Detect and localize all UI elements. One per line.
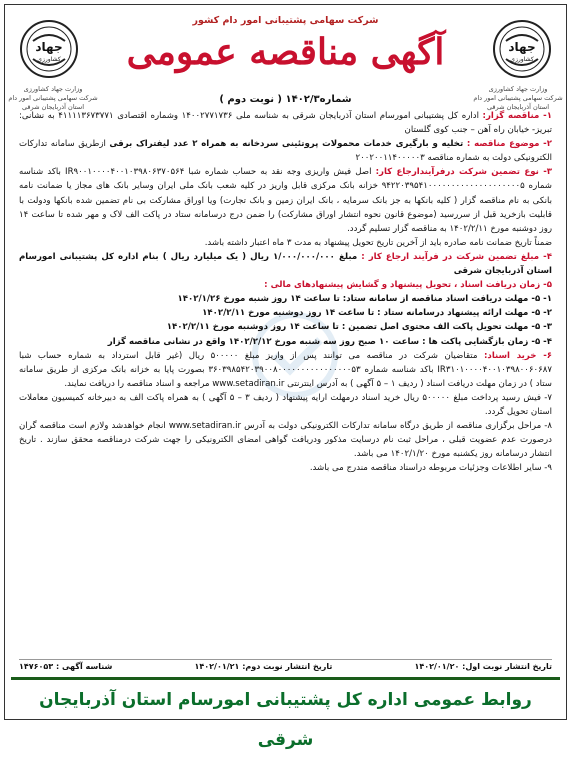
second-publication-date: تاریخ انتشار نوبت دوم: ۱۴۰۲/۰۱/۲۱ — [194, 662, 333, 671]
logo-sub: کشاورزی — [510, 56, 534, 63]
public-relations-footer: روابط عمومی اداره کل پشتیبانی امورسام استان آذربایجان شرقی — [11, 677, 560, 720]
tender-body — [19, 109, 552, 475]
section-5-4: ۴- ۵- زمان بازگشایی پاکت ها : ساعت ۱۰ صبح روز سه شنبه مورخ ۱۴۰۲/۲/۱۲ واقع در نشانی مناقصه گزار — [107, 336, 552, 347]
advertisement-page — [4, 4, 567, 750]
ad-id: شناسه آگهی : ۱۴۷۶۰۵۳ — [19, 662, 113, 671]
section-6: ۶- خرید اسناد: متقاضیان شرکت در مناقصه می توانند پس از واریز مبلغ ۵۰۰۰۰۰ ریال (غیر قابل استرداد به شماره حساب شبا IR۳۱۰۱۰۰۰۰۴۰۰۱۰۳۹۸۰۰۶۰۶۸۷ باکد شناسه شماره ۳۶۰۳۹۸۵۴۲۰۳۹۰۰۸۰۰۰۰۰۰۰۰۰۰۰۰۰۰۰۰۵۳ بصورت پایا به خزانه بانک مرکزی از طریق سامانه ستاد ) در زمان مهلت دریافت اسناد ( ردیف ۱ – ۵ آگهی ) به آدرس اینترنتی www.setadiran.ir مراجعه و اسناد مناقصه را دریافت نمایند. — [19, 350, 553, 389]
publication-dates — [19, 659, 552, 678]
tender-number: شماره۱۴۰۲/۳ ( نوبت دوم ) — [219, 94, 352, 105]
section-5-1: ۱- ۵- مهلت دریافت اسناد مناقصه از سامانه ستاد: تا ساعت ۱۴ روز شنبه مورخ ۱۴۰۲/۱/۲۶ — [177, 294, 552, 305]
first-publication-date: تاریخ انتشار نوبت اول: ۱۴۰۲/۰۱/۲۰ — [414, 662, 552, 671]
section-4: ۴- مبلغ تضمین شرکت در فرآیند ارجاع کار : مبلغ ۱/۰۰۰/۰۰۰/۰۰۰ ریال ( یک میلیارد ریال ) بنام اداره کل پشتیبانی امورسام استان آذربایجان شرقی — [19, 251, 552, 277]
logo-caption-left: وزارت جهاد کشاورزی شرکت سهامی پشتیبانی امور دام استان آذربایجان شرقی — [8, 85, 98, 111]
company-name: شرکت سهامی پشتیبانی امور دام کشور — [192, 15, 379, 26]
section-7: ۷- فیش رسید پرداخت مبلغ ۵۰۰۰۰۰ ریال خرید اسناد درمهلت ارایه پیشنهاد ( ردیف ۳ – ۵ آگهی ) به همراه پاکت الف به دبیرخانه کمیسیون معاملات استان تحویل گردد. — [19, 392, 553, 417]
section-5: ۵- زمان دریافت اسناد ، تحویل پیشنهاد و گشایش پیشنهادهای مالی : — [264, 280, 552, 291]
logo-word: جهاد — [508, 40, 536, 54]
section-5-3: ۳- ۵- مهلت تحویل پاکت الف محتوی اصل تضمین : تا ساعت ۱۴ روز دوشنبه مورخ ۱۴۰۲/۲/۱۱ — [166, 322, 552, 333]
section-1: ۱- مناقصه گزار: اداره کل پشتیبانی امورسام استان آذربایجان شرقی به شناسه ملی ۱۴۰۰۲۷۷۱۷۳۶ وشماره اقتصادی ۴۱۱۱۱۳۶۷۳۷۷۱ به نشانی: تبریز- خیابان راه آهن – جنب کوی گلستان — [19, 111, 553, 136]
page-title: آگهی مناقصه عمومی — [126, 31, 445, 73]
section-8: ۸- مراحل برگزاری مناقصه از طریق درگاه سامانه تدارکات الکترونیکی دولت به آدرس www.setadiran.ir انجام خواهدشد ولازم است مناقصه گران درصورت عدم عضویت قبلی ، مراحل ثبت نام درسایت مذکور ودریافت گواهی امضای الکترونیکی را جهت شرکت درمناقصه محقق سازند . تاریخ انتشار درسامانه روز یکشنبه مورخ ۱۴۰۲/۱/۲۰ می باشد. — [19, 421, 552, 460]
section-3-note: ضمناً تاریخ ضمانت نامه صادره باید از آخرین تاریخ تحویل پیشنهاد به مدت ۳ ماه اعتبار داشته باشد. — [204, 237, 552, 248]
logo-word: جهاد — [35, 40, 63, 54]
logo-sub: کشاورزی — [37, 56, 61, 63]
section-3: ۳- نوع تضمین شرکت درفرآیندارجاع کار: اصل فیش واریزی وجه نقد به حساب شماره شبا IR۹۰۰۱۰۰۰۰۴۰۰۱۰۳۹۸۰۶۳۷۰۵۶۴ باکد شناسه شماره ۹۴۲۲۰۳۹۵۴۱۰۰۰۰۰۰۰۰۰۰۰۰۰۰۰۰۰۰۰۰۵ خزانه بانک مرکزی قابل واریز در کلیه شعب بانک ملی ایران وسایر بانک های مجاز یا ضمانت نامه بانکی به نام مناقصه گزار ( کلیه بانکها به جز بانک سرمایه ، بانک ایران زمین و بانک تجارت) ویا اوراق مشارکت بی نام تضمین شده بانکها ودولت با قابلیت بازخرید قبل از سررسید (موضوع قانون نحوه انتشار اوراق مشارکت) را ضمن درج درسامانه ستاد در پاکت الف لاک و مهر شده تا ساعت ۱۴ روز دوشنبه مورخ ۱۴۰۲/۲/۱۱ به مناقصه گزار تسلیم گردد. — [19, 167, 553, 234]
section-2: ۲- موضوع مناقصه : تخلیه و بارگیری خدمات محمولات پروتئینی سردخانه به همراه ۲ عدد لیفتراک برقی ازطریق سامانه تدارکات الکترونیکی دولت به شماره مناقصه ۲۰۰۲۰۰۱۱۴۰۰۰۰۰۳ — [19, 139, 552, 164]
section-5-2: ۲- ۵- مهلت ارائه پیشنهاد درسامانه ستاد : تا ساعت ۱۴ روز دوشنبه مورخ ۱۴۰۲/۲/۱۱ — [202, 308, 552, 319]
section-9: ۹- سایر اطلاعات وجزئیات مربوطه دراسناد مناقصه مندرج می باشد. — [309, 463, 552, 474]
logo-caption-right: وزارت جهاد کشاورزی شرکت سهامی پشتیبانی امور دام استان آذربایجان شرقی — [473, 85, 563, 111]
